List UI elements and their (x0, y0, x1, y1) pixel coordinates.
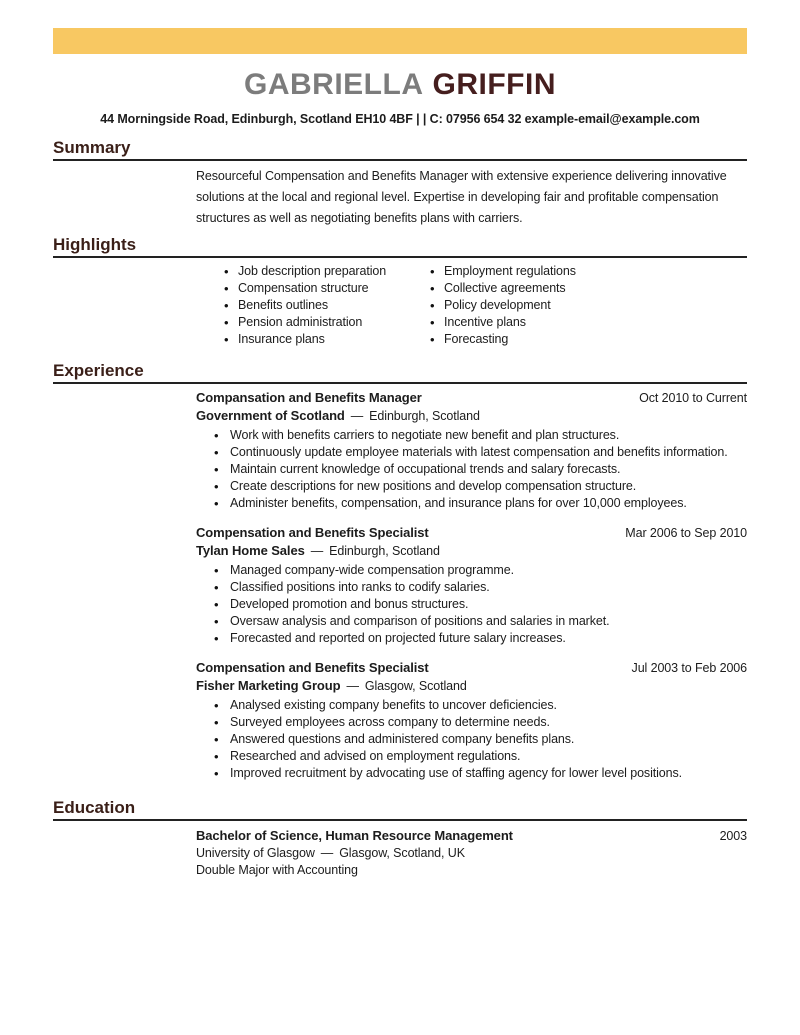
job-bullet: • Maintain current knowledge of occupational trends and salary forecasts. (214, 461, 747, 478)
resume-body (53, 138, 747, 879)
job-bullet-list (214, 697, 747, 782)
contact-line: 44 Morningside Road, Edinburgh, Scotland EH10 4BF | | C: 07956 654 32 example-email@example.com (100, 112, 700, 126)
dash-separator: — (320, 846, 334, 860)
section-summary (53, 138, 747, 229)
job-dates: Oct 2010 to Current (639, 391, 747, 405)
summary-text: Resourceful Compensation and Benefits Manager with extensive experience delivering innovative solutions at the local and regional level. Expertise in developing fair and profitable compensation structures as well as negotiating benefits plans with carriers. (196, 169, 727, 225)
dash-separator: — (350, 409, 364, 423)
job-title: Compensation and Benefits Specialist (196, 660, 429, 675)
highlights-column-1 (222, 263, 428, 348)
job-company-line (196, 407, 747, 425)
job-location: Glasgow, Scotland (364, 679, 467, 693)
highlight-item: • Job description preparation (222, 263, 428, 280)
job-company-line (196, 542, 747, 560)
highlight-item: • Pension administration (222, 314, 428, 331)
education-header (196, 827, 747, 845)
job-bullet: • Analysed existing company benefits to uncover deficiencies. (214, 697, 747, 714)
candidate-name (0, 68, 800, 102)
job-location: Edinburgh, Scotland (369, 409, 480, 423)
job-header (196, 524, 747, 542)
highlight-item: • Incentive plans (428, 314, 634, 331)
job-bullet: • Work with benefits carriers to negotiate new benefit and plan structures. (214, 427, 747, 444)
job-bullet: • Improved recruitment by advocating use of staffing agency for lower level positions. (214, 765, 747, 782)
experience-entry-3 (196, 659, 747, 782)
highlight-item: • Benefits outlines (222, 297, 428, 314)
education-entry (196, 827, 747, 879)
highlights-column-2 (428, 263, 634, 348)
graduation-year: 2003 (719, 829, 747, 843)
experience-entry-2 (196, 524, 747, 647)
job-bullet: • Answered questions and administered company benefits plans. (214, 731, 747, 748)
job-bullet: • Administer benefits, compensation, and insurance plans for over 10,000 employees. (214, 495, 747, 512)
experience-heading: Experience (53, 361, 747, 384)
highlight-item: • Policy development (428, 297, 634, 314)
school-line (196, 845, 747, 862)
job-bullet: • Researched and advised on employment regulations. (214, 748, 747, 765)
experience-entry-1 (196, 389, 747, 512)
job-header (196, 389, 747, 407)
job-bullet: • Surveyed employees across company to determine needs. (214, 714, 747, 731)
job-dates: Mar 2006 to Sep 2010 (625, 526, 747, 540)
dash-separator: — (310, 544, 324, 558)
dash-separator: — (346, 679, 359, 693)
job-bullet: • Create descriptions for new positions and develop compensation structure. (214, 478, 747, 495)
highlights-heading: Highlights (53, 235, 747, 258)
highlight-item: • Compensation structure (222, 280, 428, 297)
highlights-columns (222, 263, 747, 348)
education-heading: Education (53, 798, 747, 821)
company-name: Fisher Marketing Group (196, 678, 341, 693)
job-bullet-list (214, 562, 747, 647)
section-education (53, 798, 747, 879)
highlight-item: • Collective agreements (428, 280, 634, 297)
job-bullet: • Continuously update employee materials with latest compensation and benefits information. (214, 444, 747, 461)
company-name: Government of Scotland (196, 408, 345, 423)
last-name: GRIFFIN (432, 68, 556, 101)
job-bullet: • Developed promotion and bonus structures. (214, 596, 747, 613)
school-location: Glasgow, Scotland, UK (339, 846, 465, 860)
degree-title: Bachelor of Science, Human Resource Management (196, 828, 513, 843)
highlight-item: • Insurance plans (222, 331, 428, 348)
first-name: GABRIELLA (244, 68, 424, 101)
job-location: Edinburgh, Scotland (329, 544, 440, 558)
education-note: Double Major with Accounting (196, 863, 358, 877)
job-bullet: • Classified positions into ranks to codify salaries. (214, 579, 747, 596)
job-dates: Jul 2003 to Feb 2006 (631, 661, 747, 675)
job-bullet: • Oversaw analysis and comparison of positions and salaries in market. (214, 613, 747, 630)
job-title: Compansation and Benefits Manager (196, 390, 422, 405)
school-name: University of Glasgow (196, 846, 315, 860)
job-bullet-list (214, 427, 747, 512)
section-highlights (53, 235, 747, 348)
job-title: Compensation and Benefits Specialist (196, 525, 429, 540)
highlight-item: • Employment regulations (428, 263, 634, 280)
job-company-line (196, 677, 747, 695)
highlight-item: • Forecasting (428, 331, 634, 348)
job-bullet: • Forecasted and reported on projected future salary increases. (214, 630, 747, 647)
job-header (196, 659, 747, 677)
summary-heading: Summary (53, 138, 747, 161)
header-banner (53, 28, 747, 54)
section-experience (53, 361, 747, 782)
job-bullet: • Managed company-wide compensation programme. (214, 562, 747, 579)
company-name: Tylan Home Sales (196, 543, 305, 558)
